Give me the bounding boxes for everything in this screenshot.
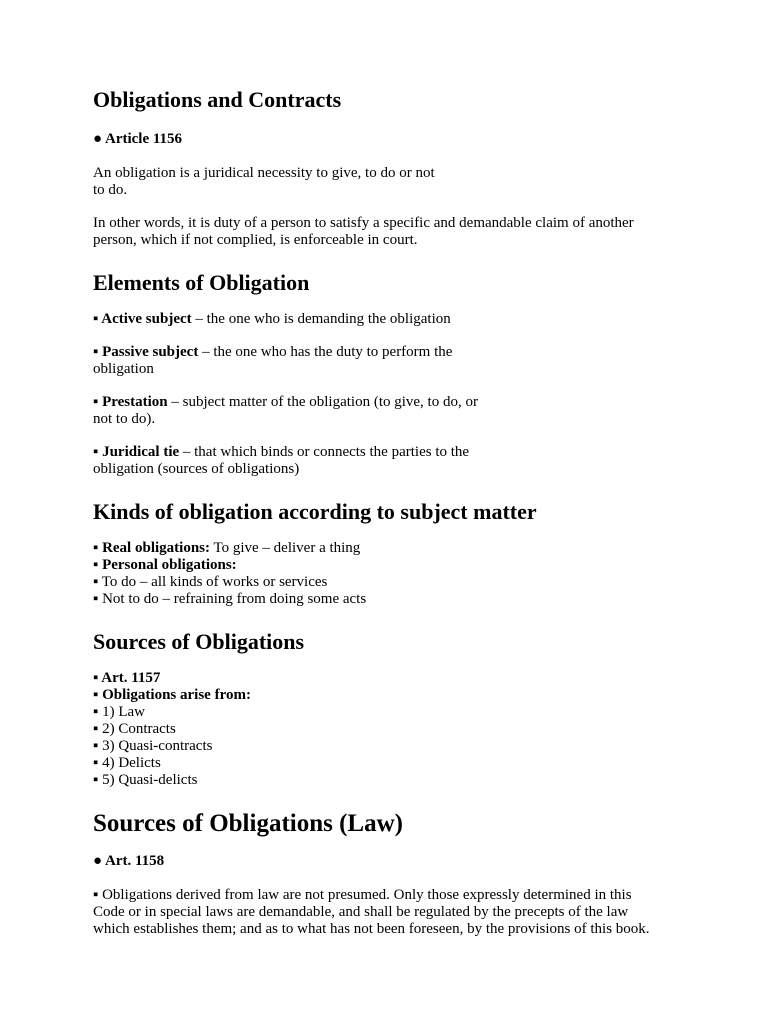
sources-list (93, 670, 693, 789)
list-item: ▪ 3) Quasi-contracts (93, 738, 213, 754)
kinds-real: ▪ Real obligations: To give – deliver a thing (93, 540, 361, 556)
element-juridical-tie: ▪ Juridical tie – that which binds or connects the parties to the obligation (sources of obligations) (93, 444, 470, 477)
element-passive-subject: ▪ Passive subject – the one who has the duty to perform the obligation (93, 344, 453, 377)
list-item: ▪ 4) Delicts (93, 755, 161, 771)
sources-law-heading: Sources of Obligations (Law) (93, 810, 403, 837)
list-item: ▪ 5) Quasi-delicts (93, 772, 198, 788)
sources-article: ▪ Art. 1157 (93, 670, 161, 686)
kinds-heading: Kinds of obligation according to subject matter (93, 499, 537, 524)
element-prestation: ▪ Prestation – subject matter of the obligation (to give, to do, or not to do). (93, 394, 478, 427)
element-active-subject: ▪ Active subject – the one who is demanding the obligation (93, 311, 451, 327)
article-1156-explanation: In other words, it is duty of a person to satisfy a specific and demandable claim of another person, which if not complied, is enforceable in court. (93, 215, 634, 248)
list-item: ▪ 2) Contracts (93, 721, 176, 737)
kinds-to-do: ▪ To do – all kinds of works or services (93, 574, 328, 590)
elements-heading: Elements of Obligation (93, 270, 310, 295)
sources-heading: Sources of Obligations (93, 629, 305, 654)
kinds-not-to-do: ▪ Not to do – refraining from doing some acts (93, 591, 367, 607)
kinds-personal: ▪ Personal obligations: (93, 557, 237, 573)
article-1156-definition: An obligation is a juridical necessity to give, to do or not to do. (93, 165, 435, 198)
page-title: Obligations and Contracts (93, 87, 342, 112)
sources-law-text: ▪ Obligations derived from law are not presumed. Only those expressly determined in this Code or in special laws are demandable, and shall be regulated by the precepts of the law which establishes them; and as to what has not been foreseen, by the provisions of this book. (93, 887, 650, 937)
list-item: ▪ 1) Law (93, 704, 145, 720)
document-page (93, 86, 693, 938)
kinds-list (93, 540, 693, 608)
article-1156-heading: ● Article 1156 (93, 131, 183, 147)
sources-arise: ▪ Obligations arise from: (93, 687, 251, 703)
sources-law-article: ● Art. 1158 (93, 853, 165, 869)
